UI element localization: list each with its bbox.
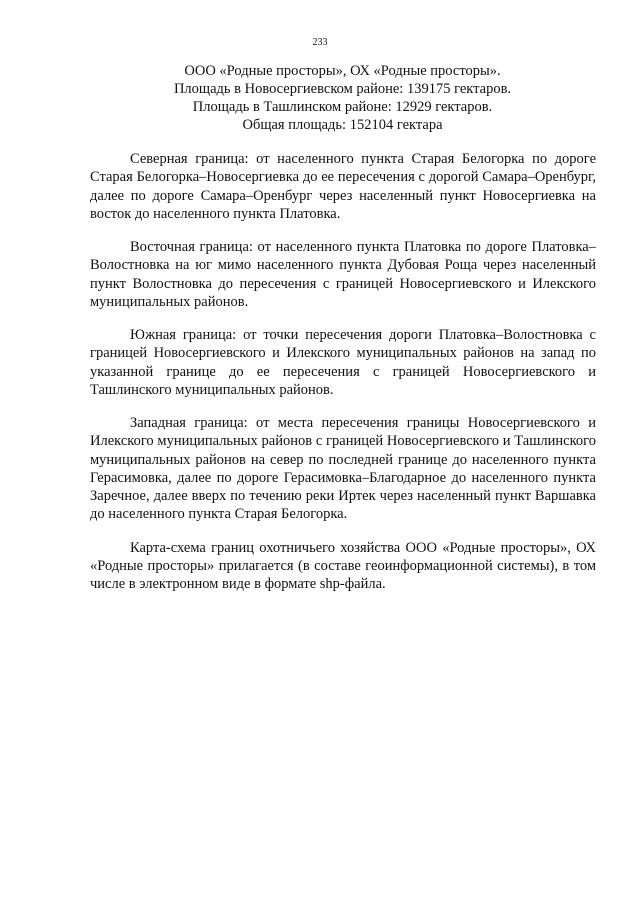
page-number: 233 — [312, 37, 328, 48]
header-area-tashlinsky-line: Площадь в Ташлинском районе: 12929 гектаров. — [192, 99, 493, 115]
eastern-border-paragraph: Восточная граница: от населенного пункта Платовка по дороге Платовка–Волостновка на юг мимо населенного пункта Дубовая Роща через населенный пункт Волостновка до пересечения с границей Новосергиевского и Илекского муниципальных районов. — [90, 238, 596, 310]
header-area-novosergievsky-line: Площадь в Новосергиевском районе: 139175 гектаров. — [173, 81, 512, 97]
northern-border-paragraph: Северная граница: от населенного пункта Старая Белогорка по дороге Старая Белогорка–Новосергиевка до ее пересечения с дорогой Самара–Оренбург, далее по дороге Самара–Оренбург через населенный пункт Новосергиевка на восток до населенного пункта Платовка. — [90, 151, 596, 222]
document-body — [90, 150, 596, 608]
map-scheme-paragraph: Карта-схема границ охотничьего хозяйства ООО «Родные просторы», ОХ «Родные просторы» прилагается (в составе геоинформационной системы), в том числе в электронном виде в формате shp-файла. — [90, 539, 596, 593]
header-total-area-line: Общая площадь: 152104 гектара — [242, 117, 443, 133]
western-border-paragraph: Западная граница: от места пересечения границы Новосергиевского и Илекского муниципальных районов с границей Новосергиевского и Ташлинского муниципальных районов на север по последней границе до населенного пункта Герасимовка, далее по дороге Герасимовка–Благодарное до населенного пункта Заречное, далее вверх по течению реки Иртек через населенный пункт Варшавка до населенного пункта Старая Белогорка. — [90, 414, 596, 523]
header-title-line: ООО «Родные просторы», ОХ «Родные просторы». — [184, 63, 501, 79]
southern-border-paragraph: Южная граница: от точки пересечения дороги Платовка–Волостновка с границей Новосергиевского и Илекского муниципальных районов на запад по указанной границе до ее пересечения с границей Новосергиевского и Ташлинского муниципальных районов. — [90, 326, 596, 398]
document-header — [90, 62, 595, 134]
